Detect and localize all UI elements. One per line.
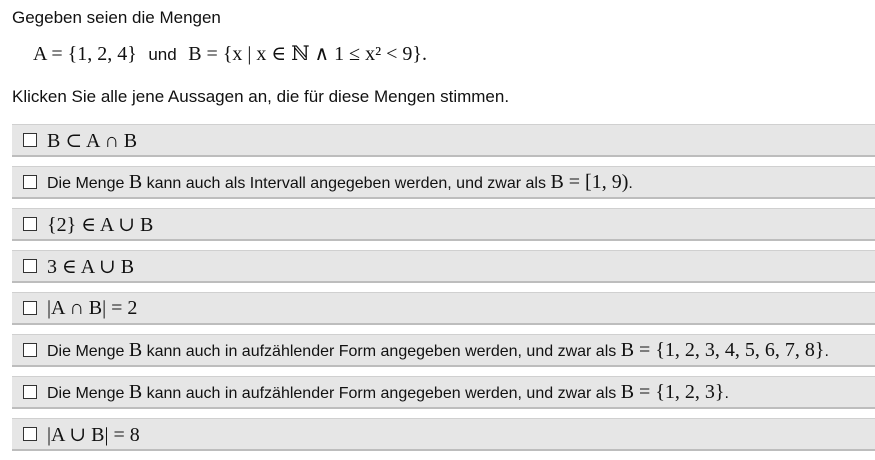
option-statement [47,297,137,320]
statement-text: . [824,342,829,360]
set-a-definition: A = {1, 2, 4} [33,43,137,65]
statement-text: kann auch in aufzählender Form angegeben werden, und zwar als [142,342,621,360]
statement-text: kann auch als Intervall angegeben werden, und zwar als [142,174,551,192]
statement-text: . [724,384,729,402]
option-statement [47,422,140,447]
math-expression: {2} ∈ A ∪ B [47,213,154,236]
checkbox[interactable] [23,343,37,357]
math-expression: |A ∪ B| = 8 [47,423,140,446]
math-expression: B ⊂ A ∩ B [47,129,138,152]
math-expression: |A ∩ B| = 2 [47,296,138,319]
set-definitions [33,40,427,66]
instruction-text: Klicken Sie alle jene Aussagen an, die für diese Mengen stimmen. [12,87,510,106]
answer-option-7[interactable] [12,376,875,409]
answer-option-5[interactable] [12,292,875,325]
answer-option-4[interactable] [12,250,875,283]
option-statement [47,171,633,194]
statement-text: Die Menge [47,342,129,360]
math-expression: B [128,170,143,193]
statement-text: Die Menge [47,174,129,192]
answer-option-3[interactable] [12,208,875,241]
math-expression: B = [1, 9) [550,170,629,193]
set-b-definition: B = {x | x ∈ ℕ ∧ 1 ≤ x² < 9}. [188,43,428,65]
math-expression: B [128,338,143,361]
statement-text: kann auch in aufzählender Form angegeben werden, und zwar als [142,384,621,402]
answer-option-2[interactable] [12,166,875,199]
checkbox[interactable] [23,259,37,273]
math-expression: B [128,380,143,403]
checkbox[interactable] [23,175,37,189]
option-statement [47,212,153,237]
option-statement [47,254,134,279]
answer-option-1[interactable] [12,124,875,157]
intro-text: Gegeben seien die Mengen [12,8,221,27]
statement-text: . [628,174,633,192]
checkbox[interactable] [23,427,37,441]
checkbox[interactable] [23,217,37,231]
option-statement [47,339,829,362]
checkbox[interactable] [23,133,37,147]
statement-text: Die Menge [47,384,129,402]
option-statement [47,128,137,153]
conjunction: und [148,45,177,64]
answer-options [12,124,875,460]
math-expression: B = {1, 2, 3} [620,380,725,403]
checkbox[interactable] [23,301,37,315]
math-expression: B = {1, 2, 3, 4, 5, 6, 7, 8} [620,338,825,361]
answer-option-6[interactable] [12,334,875,367]
answer-option-8[interactable] [12,418,875,451]
math-expression: 3 ∈ A ∪ B [47,255,135,278]
option-statement [47,381,729,404]
checkbox[interactable] [23,385,37,399]
